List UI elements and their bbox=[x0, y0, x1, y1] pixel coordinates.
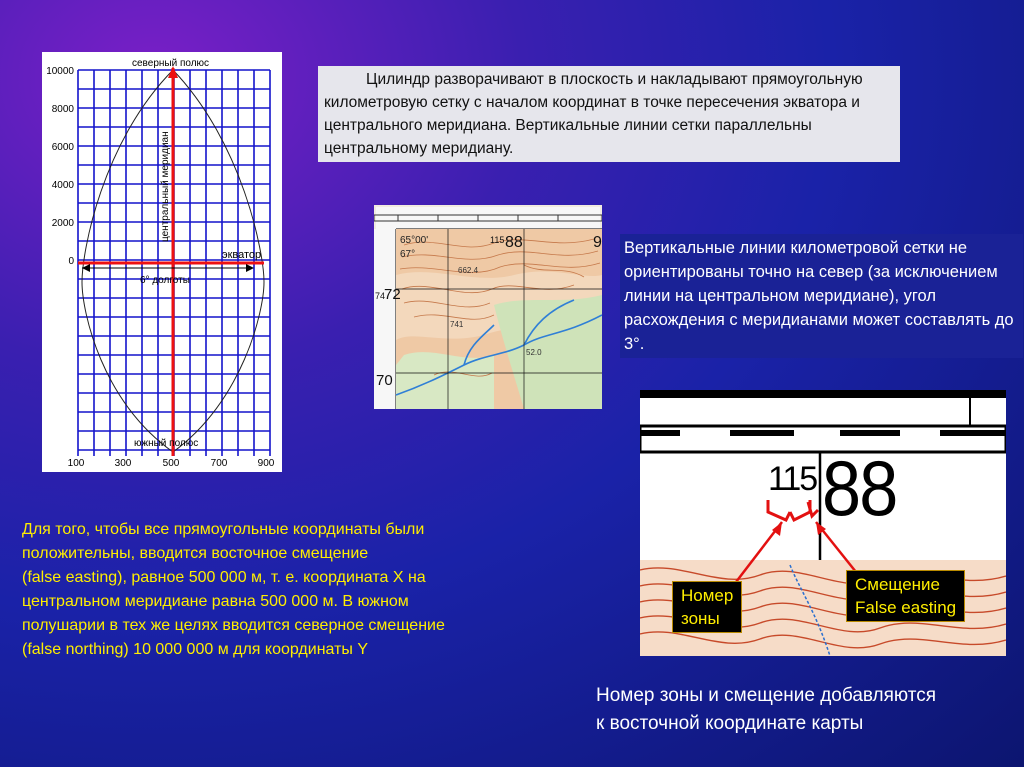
spot-height-2: 741 bbox=[450, 320, 464, 329]
x-tick-label: 100 bbox=[67, 458, 85, 469]
intro-text: Цилиндр разворачивают в плоскость и накладывают прямоугольную километровую сетку с началом координат в точке пересечения экватора и центрального меридиана. Вертикальные линии сетки параллельны центральному меридиану. bbox=[324, 71, 863, 157]
sheet-number-small: 88 bbox=[505, 234, 523, 251]
corner-latitude-2: 67° bbox=[400, 249, 416, 260]
offset-text-line: Для того, чтобы все прямоугольные координаты были bbox=[22, 521, 425, 538]
corner-latitude: 65°00' bbox=[400, 235, 429, 246]
x-tick-label: 900 bbox=[257, 458, 275, 469]
zoom-zone-number: 115 bbox=[768, 460, 817, 498]
topo-map-svg bbox=[374, 205, 602, 409]
false-offset-paragraph bbox=[22, 518, 570, 662]
y-axis-ticks bbox=[46, 66, 74, 267]
x-tick-label: 700 bbox=[210, 458, 228, 469]
offset-text-line: (false northing) 10 000 000 м для координаты Y bbox=[22, 641, 369, 658]
spot-height-1: 662.4 bbox=[458, 266, 479, 275]
row-label-74: 74 bbox=[375, 291, 386, 301]
footer-line: Номер зоны и смещение добавляются bbox=[596, 685, 937, 706]
y-tick-label: 10000 bbox=[46, 66, 74, 77]
offset-callout-line2: False easting bbox=[855, 598, 957, 617]
x-axis-ticks bbox=[68, 458, 275, 469]
offset-text-line: центральном меридиане равна 500 000 м. В южном bbox=[22, 593, 409, 610]
north-pole-label: северный полюс bbox=[132, 58, 210, 69]
edge-label-top: 9 bbox=[593, 234, 602, 251]
equator-label: экватор bbox=[222, 249, 262, 261]
footer-line: к восточной координате карты bbox=[596, 713, 864, 734]
zone-number-small: 115 bbox=[490, 235, 505, 245]
y-tick-label: 2000 bbox=[51, 218, 74, 229]
topo-map-excerpt bbox=[374, 205, 602, 409]
zoom-sheet-number: 88 bbox=[822, 444, 897, 532]
intro-paragraph bbox=[318, 66, 900, 162]
offset-text-line: полушарии в тех же целях вводится северное смещение bbox=[22, 617, 445, 634]
y-tick-label: 0 bbox=[68, 256, 74, 267]
utm-grid-diagram bbox=[42, 52, 282, 472]
y-tick-label: 8000 bbox=[51, 104, 74, 115]
false-easting-callout bbox=[846, 570, 965, 622]
offset-text-line: (false easting), равное 500 000 м, т. е. координата X на bbox=[22, 569, 426, 586]
longitude-label: 6° долготы bbox=[140, 275, 190, 286]
x-tick-label: 500 bbox=[162, 458, 180, 469]
south-pole-label: южный полюс bbox=[134, 438, 199, 449]
offset-text-line: положительны, вводится восточное смещение bbox=[22, 545, 369, 562]
y-tick-label: 4000 bbox=[51, 180, 74, 191]
arrow-right-icon bbox=[246, 264, 254, 272]
row-label-70: 70 bbox=[376, 372, 393, 389]
zone-callout-line1: Номер bbox=[681, 586, 734, 605]
zone-number-callout bbox=[672, 581, 742, 633]
x-tick-label: 300 bbox=[114, 458, 132, 469]
grid-svg bbox=[42, 52, 282, 472]
spot-height-3: 52.0 bbox=[526, 348, 542, 357]
offset-callout-line1: Смещение bbox=[855, 575, 941, 594]
footer-caption bbox=[596, 682, 1016, 738]
central-meridian-label: центральный меридиан bbox=[160, 131, 171, 242]
convergence-paragraph: Вертикальные линии километровой сетки не ориентированы точно на север (за исключением линии на центральном меридиане), угол расхождения с меридианами может составлять до 3°. bbox=[620, 234, 1023, 358]
row-label-72: 72 bbox=[384, 286, 401, 303]
zone-callout-line2: зоны bbox=[681, 609, 720, 628]
y-tick-label: 6000 bbox=[51, 142, 74, 153]
